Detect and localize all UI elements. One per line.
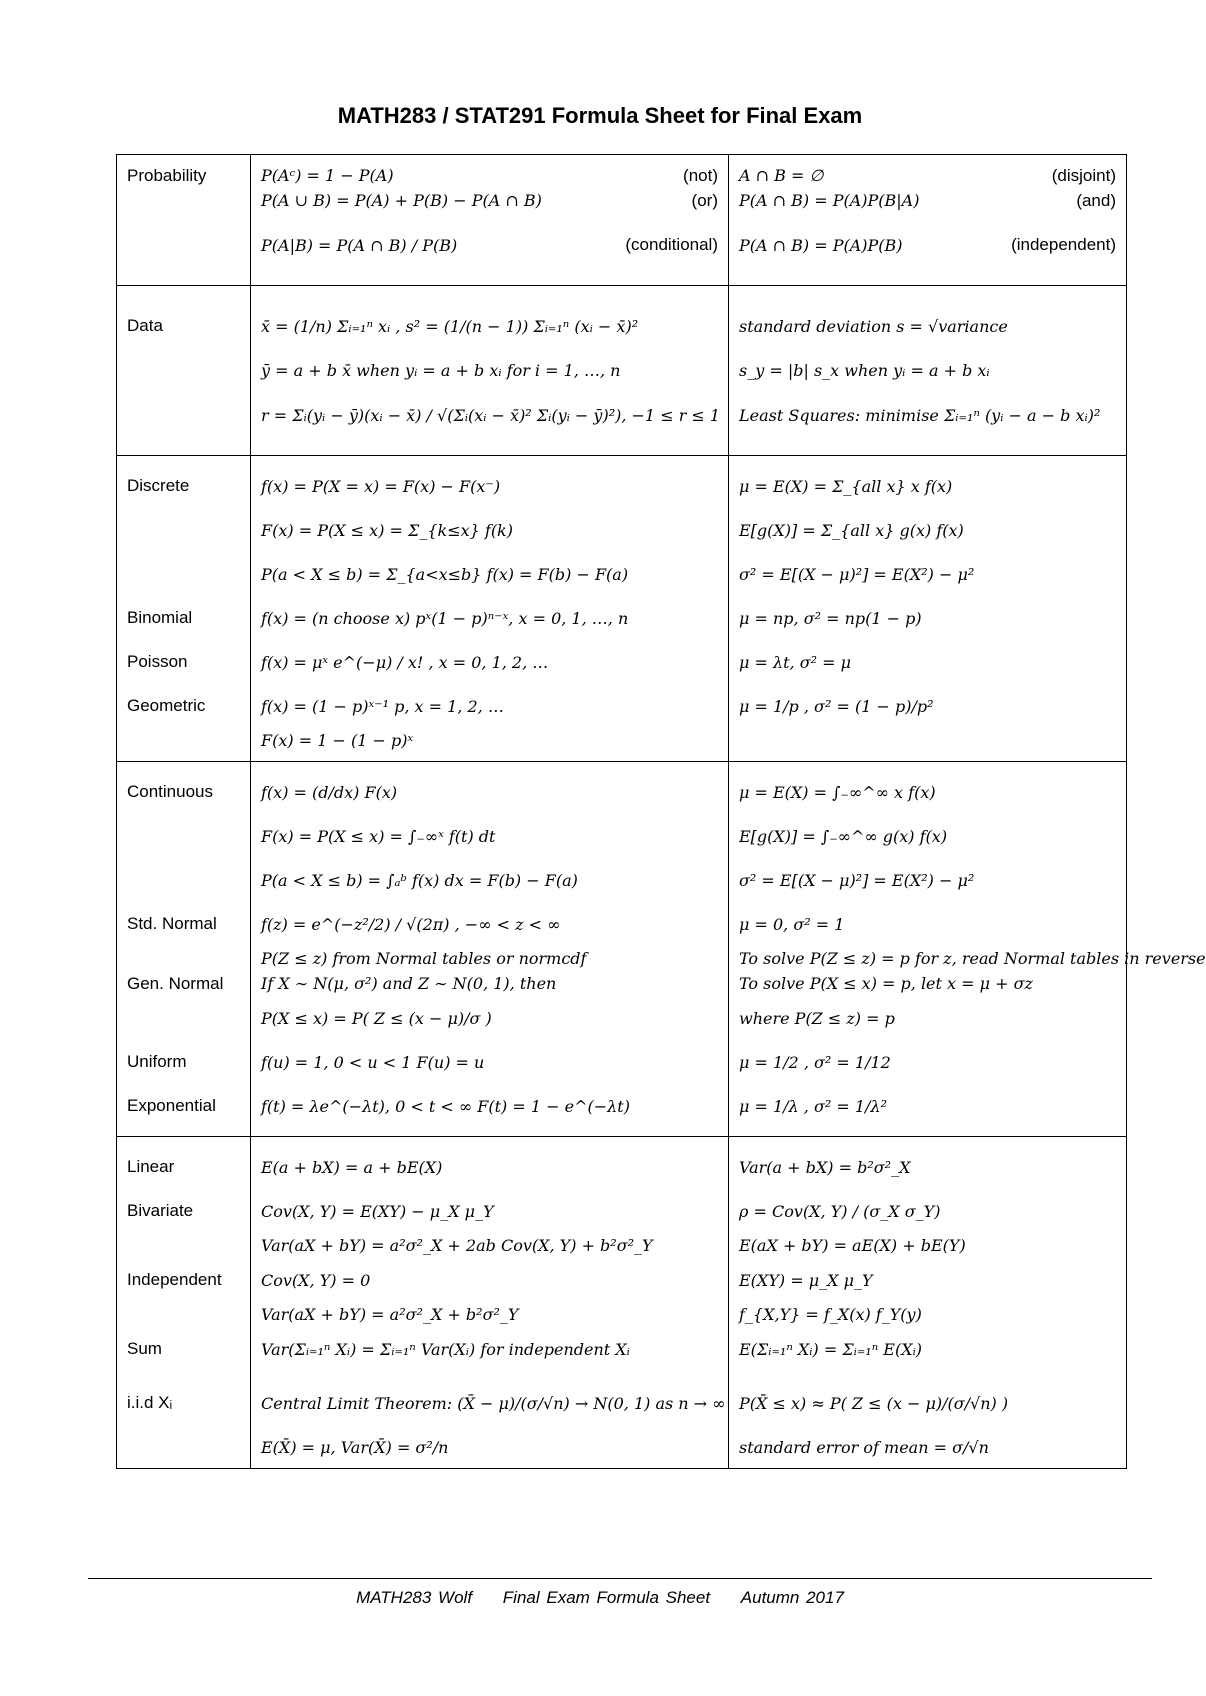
formula: P(X ≤ x) = P( Z ≤ (x − μ)/σ ) <box>261 1008 492 1028</box>
footer-course: MATH283 Wolf <box>356 1588 473 1607</box>
formula: f(u) = 1, 0 < u < 1 F(u) = u <box>261 1052 485 1072</box>
left-formula-cell <box>251 1137 729 1469</box>
footer-divider <box>88 1578 1152 1579</box>
formula-line <box>261 1233 718 1258</box>
row-label: Geometric <box>127 696 206 715</box>
formula-line <box>739 1327 1116 1371</box>
row-label <box>127 552 240 596</box>
formula-line <box>739 728 1116 753</box>
formula: E(Σᵢ₌₁ⁿ Xᵢ) = Σᵢ₌₁ⁿ E(Xᵢ) <box>739 1339 923 1359</box>
formula: f(x) = (n choose x) pˣ(1 − p)ⁿ⁻ˣ, x = 0, 1, …, n <box>261 608 629 628</box>
formula: A ∩ B = ∅ <box>739 166 824 185</box>
row-label: Binomial <box>127 608 193 627</box>
row-label <box>127 858 240 902</box>
formula: f(x) = P(X = x) = F(x) − F(x⁻) <box>261 476 501 496</box>
formula-table <box>116 154 1206 1469</box>
formula: P(Z ≤ z) from Normal tables or normcdf <box>261 949 587 968</box>
formula: s_y = |b| s_x when yᵢ = a + b xᵢ <box>739 361 990 380</box>
formula-line <box>261 596 718 640</box>
page-title: MATH283 / STAT291 Formula Sheet for Final Exam <box>337 103 863 128</box>
formula-line <box>739 640 1116 684</box>
row-label: Continuous <box>127 782 214 801</box>
row-label <box>127 508 240 552</box>
formula-line <box>261 728 718 753</box>
formula-line <box>261 1371 726 1435</box>
formula: Var(aX + bY) = a²σ²_X + b²σ²_Y <box>261 1305 519 1324</box>
formula-tag: (and) <box>1076 190 1116 210</box>
formula-line <box>739 163 1116 188</box>
formula-line <box>261 1040 718 1084</box>
formula-line <box>261 1189 718 1233</box>
formula: f(t) = λe^(−λt), 0 < t < ∞ F(t) = 1 − e^(−λt) <box>261 1096 630 1116</box>
formula: standard error of mean = σ/√n <box>739 1438 989 1457</box>
formula: To solve P(Z ≤ z) = p for z, read Normal tables in reverse <box>739 949 1206 968</box>
formula: P(A ∪ B) = P(A) + P(B) − P(A ∩ B) <box>261 191 542 210</box>
formula: E[g(X)] = Σ_{all x} g(x) f(x) <box>739 520 964 540</box>
formula-line <box>739 596 1116 640</box>
formula: μ = np, σ² = np(1 − p) <box>739 608 922 628</box>
formula-line <box>261 814 718 858</box>
formula: P(a < X ≤ b) = ∫ₐᵇ f(x) dx = F(b) − F(a) <box>261 870 578 890</box>
formula-tag: (disjoint) <box>1051 165 1116 185</box>
formula: ȳ = a + b x̄ when yᵢ = a + b xᵢ for i = 1, …, n <box>261 361 621 380</box>
formula-line <box>261 770 718 814</box>
formula-line <box>739 971 1116 996</box>
formula-line <box>739 1189 1116 1233</box>
formula-line <box>739 1233 1116 1258</box>
formula-line <box>739 508 1116 552</box>
section-label-cell <box>117 762 251 1137</box>
formula: P(X̄ ≤ x) ≈ P( Z ≤ (x − μ)/(σ/√n) ) <box>739 1393 1009 1413</box>
formula-line <box>261 508 718 552</box>
formula-line <box>739 1258 1116 1302</box>
formula: To solve P(X ≤ x) = p, let x = μ + σz <box>739 974 1033 993</box>
formula: σ² = E[(X − μ)²] = E(X²) − μ² <box>739 870 975 890</box>
formula: P(A ∩ B) = P(A)P(B) <box>739 235 903 255</box>
formula-line <box>739 1302 1116 1327</box>
right-formula-cell <box>729 456 1127 762</box>
formula-line <box>739 1145 1116 1189</box>
section-label-cell <box>117 1137 251 1469</box>
footer-term: Autumn 2017 <box>740 1588 844 1607</box>
formula: Var(Σᵢ₌₁ⁿ Xᵢ) = Σᵢ₌₁ⁿ Var(Xᵢ) for independent Xᵢ <box>261 1339 630 1359</box>
formula-tag: (or) <box>691 190 718 210</box>
formula-line <box>739 552 1116 596</box>
formula-line <box>261 996 718 1040</box>
formula: f(z) = e^(−z²/2) / √(2π) , −∞ < z < ∞ <box>261 914 561 934</box>
row-label: Bivariate <box>127 1201 194 1220</box>
formula: F(x) = 1 − (1 − p)ˣ <box>261 731 414 750</box>
section-label-cell <box>117 456 251 762</box>
formula: σ² = E[(X − μ)²] = E(X²) − μ² <box>739 564 975 584</box>
formula-line <box>261 188 718 213</box>
formula-line <box>261 163 718 188</box>
formula: r = Σᵢ(yᵢ − ȳ)(xᵢ − x̄) / √(Σᵢ(xᵢ − x̄)² Σᵢ(yᵢ − ȳ)²), −1 ≤ r ≤ 1 <box>261 405 721 425</box>
formula: Cov(X, Y) = E(XY) − μ_X μ_Y <box>261 1201 494 1221</box>
formula: E(aX + bY) = aE(X) + bE(Y) <box>739 1236 966 1255</box>
section-continuous <box>117 762 1127 1137</box>
formula: F(x) = P(X ≤ x) = Σ_{k≤x} f(k) <box>261 520 513 540</box>
section-label-cell <box>117 286 251 456</box>
row-label <box>127 1302 240 1327</box>
footer <box>0 1588 1200 1608</box>
formula: f(x) = μˣ e^(−μ) / x! , x = 0, 1, 2, … <box>261 652 549 672</box>
formula-line <box>739 1084 1116 1128</box>
formula: f(x) = (1 − p)ˣ⁻¹ p, x = 1, 2, … <box>261 696 504 716</box>
right-formula-cell <box>729 762 1206 1137</box>
formula: E(XY) = μ_X μ_Y <box>739 1270 873 1290</box>
formula-line <box>261 1258 718 1302</box>
section-data <box>117 286 1127 456</box>
row-label: i.i.d Xᵢ <box>127 1393 173 1412</box>
formula: Least Squares: minimise Σᵢ₌₁ⁿ (yᵢ − a − b xᵢ)² <box>739 405 1101 425</box>
formula: F(x) = P(X ≤ x) = ∫₋∞ˣ f(t) dt <box>261 826 496 846</box>
formula: E(X̄) = μ, Var(X̄) = σ²/n <box>261 1438 449 1457</box>
footer-doc: Final Exam Formula Sheet <box>502 1588 711 1607</box>
formula-line <box>739 902 1116 946</box>
formula-line <box>261 294 718 358</box>
formula-line <box>739 1371 1116 1435</box>
row-label <box>127 1233 240 1258</box>
formula-line <box>739 684 1116 728</box>
formula: μ = λt, σ² = μ <box>739 652 852 672</box>
formula-line <box>261 1084 718 1128</box>
formula: P(A ∩ B) = P(A)P(B|A) <box>739 191 920 210</box>
row-label: Sum <box>127 1339 162 1358</box>
formula: μ = 1/λ , σ² = 1/λ² <box>739 1096 887 1116</box>
left-formula-cell <box>251 456 729 762</box>
formula-line <box>261 902 718 946</box>
row-label: Independent <box>127 1270 222 1289</box>
row-label <box>127 814 240 858</box>
formula: P(Aᶜ) = 1 − P(A) <box>261 166 394 185</box>
formula-line <box>261 358 718 383</box>
formula-line <box>739 946 1206 971</box>
formula: P(A|B) = P(A ∩ B) / P(B) <box>261 235 458 255</box>
left-formula-cell <box>251 762 729 1137</box>
formula: where P(Z ≤ z) = p <box>739 1008 895 1028</box>
formula-line <box>739 358 1116 383</box>
formula-tag: (conditional) <box>625 235 718 254</box>
formula: μ = E(X) = ∫₋∞^∞ x f(x) <box>739 782 936 802</box>
row-label <box>127 188 240 213</box>
formula: μ = E(X) = Σ_{all x} x f(x) <box>739 476 953 496</box>
formula-line <box>739 814 1116 858</box>
formula-line <box>261 858 718 902</box>
formula: μ = 0, σ² = 1 <box>739 914 845 934</box>
formula-line <box>261 1327 718 1371</box>
row-label: Linear <box>127 1157 175 1176</box>
formula: standard deviation s = √variance <box>739 316 1008 336</box>
formula-line <box>739 770 1116 814</box>
formula-line <box>261 640 718 684</box>
row-label <box>127 996 240 1040</box>
formula-line <box>261 946 718 971</box>
formula: μ = 1/2 , σ² = 1/12 <box>739 1052 891 1072</box>
section-combinations <box>117 1137 1127 1469</box>
formula: μ = 1/p , σ² = (1 − p)/p² <box>739 696 934 716</box>
section-probability <box>117 155 1127 286</box>
formula-line <box>739 858 1116 902</box>
formula: Cov(X, Y) = 0 <box>261 1270 371 1290</box>
formula-line <box>739 1040 1116 1084</box>
section-label-cell <box>117 155 251 286</box>
formula-line <box>739 1435 1116 1460</box>
right-formula-cell <box>729 1137 1127 1469</box>
formula-line <box>261 464 718 508</box>
formula-line <box>739 213 1116 277</box>
formula-line <box>739 383 1116 447</box>
row-label: Data <box>127 316 163 335</box>
formula-line <box>261 213 718 277</box>
formula-line <box>261 1145 718 1189</box>
formula-line <box>261 971 718 996</box>
row-label: Poisson <box>127 652 188 671</box>
formula-line <box>261 383 721 447</box>
right-formula-cell <box>729 286 1127 456</box>
formula: ρ = Cov(X, Y) / (σ_X σ_Y) <box>739 1201 941 1221</box>
formula-tag: (independent) <box>1011 235 1116 254</box>
formula-line <box>261 1435 718 1460</box>
formula: Central Limit Theorem: (X̄ − μ)/(σ/√n) → N(0, 1) as n → ∞ <box>261 1393 726 1413</box>
formula: Var(a + bX) = b²σ²_X <box>739 1157 911 1177</box>
row-label: Std. Normal <box>127 914 217 933</box>
formula-line <box>261 552 718 596</box>
row-label <box>127 946 240 971</box>
formula: f_{X,Y} = f_X(x) f_Y(y) <box>739 1305 922 1324</box>
formula-tag: (not) <box>683 165 718 185</box>
row-label: Uniform <box>127 1052 187 1071</box>
section-discrete <box>117 456 1127 762</box>
formula-line <box>739 188 1116 213</box>
row-label <box>127 1435 240 1460</box>
row-label: Exponential <box>127 1096 216 1115</box>
formula: E(a + bX) = a + bE(X) <box>261 1157 443 1177</box>
row-label: Discrete <box>127 476 190 495</box>
row-label <box>127 358 240 383</box>
left-formula-cell <box>251 286 729 456</box>
formula-line <box>261 684 718 728</box>
row-label <box>127 213 240 277</box>
row-label <box>127 728 240 753</box>
formula: f(x) = (d/dx) F(x) <box>261 782 398 802</box>
row-label: Probability <box>127 165 207 185</box>
formula: Var(aX + bY) = a²σ²_X + 2ab Cov(X, Y) + b²σ²_Y <box>261 1236 653 1255</box>
row-label <box>127 383 240 447</box>
left-formula-cell <box>251 155 729 286</box>
formula-line <box>739 294 1116 358</box>
formula: If X ∼ N(μ, σ²) and Z ∼ N(0, 1), then <box>261 974 557 993</box>
formula-line <box>739 464 1116 508</box>
right-formula-cell <box>729 155 1127 286</box>
row-label: Gen. Normal <box>127 973 224 993</box>
formula-line <box>261 1302 718 1327</box>
formula-line <box>739 996 1116 1040</box>
formula: x̄ = (1/n) Σᵢ₌₁ⁿ xᵢ , s² = (1/(n − 1)) Σᵢ₌₁ⁿ (xᵢ − x̄)² <box>261 316 639 336</box>
formula: E[g(X)] = ∫₋∞^∞ g(x) f(x) <box>739 826 948 846</box>
formula: P(a < X ≤ b) = Σ_{a<x≤b} f(x) = F(b) − F(a) <box>261 564 629 584</box>
